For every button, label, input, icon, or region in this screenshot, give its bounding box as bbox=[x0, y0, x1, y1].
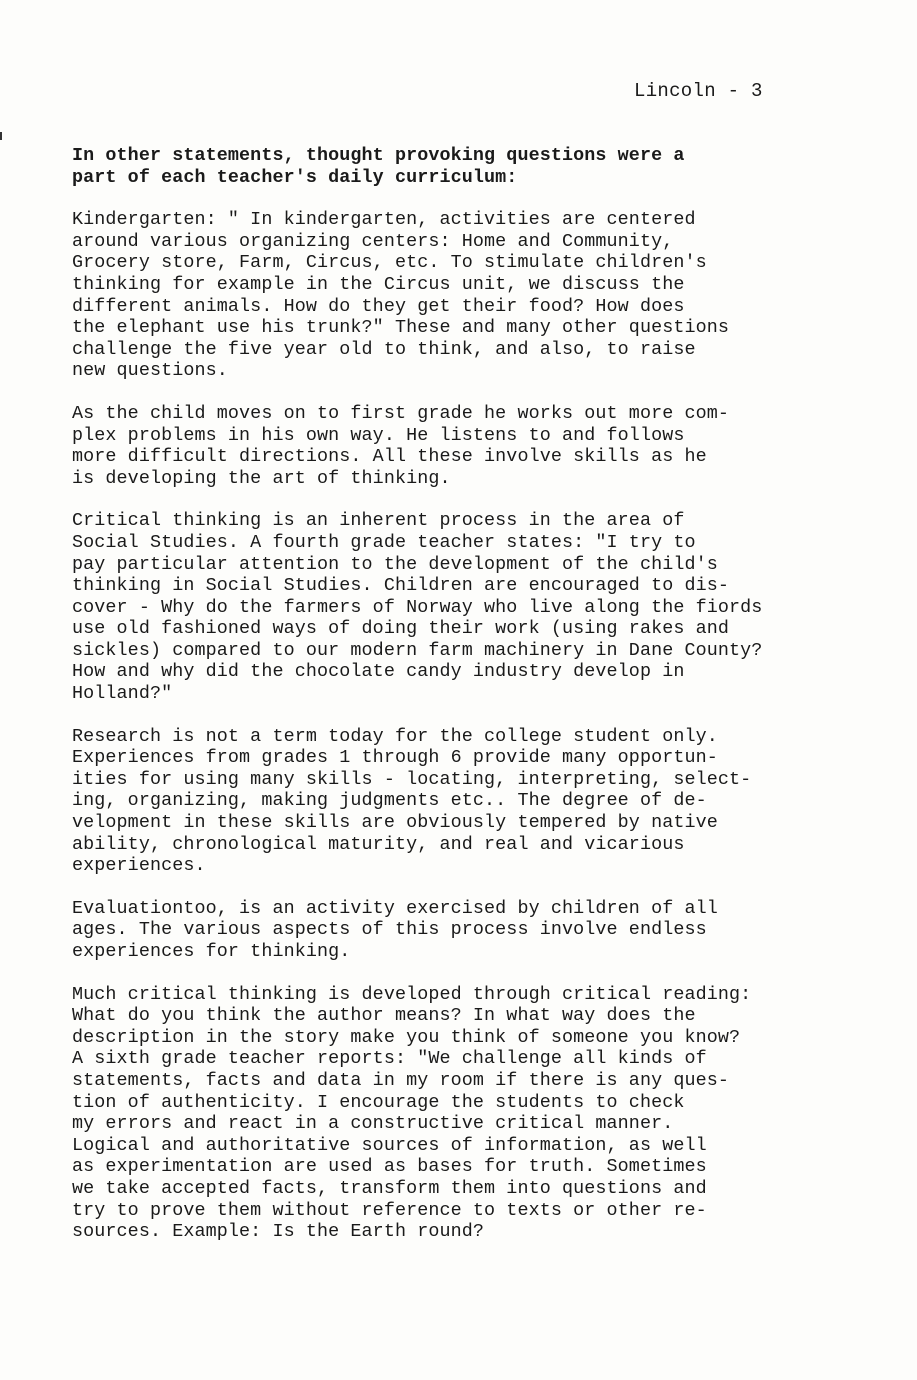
document-body bbox=[72, 145, 872, 1264]
text-line: Evaluationtoo, is an activity exercised by children of all bbox=[72, 897, 718, 919]
text-line: Critical thinking is an inherent process in the area of bbox=[72, 510, 685, 532]
text-line: thinking for example in the Circus unit, we discuss the bbox=[72, 273, 685, 295]
text-line: ing, organizing, making judgments etc.. The degree of de- bbox=[72, 790, 707, 812]
text-line: part of each teacher's daily curriculum: bbox=[72, 166, 518, 188]
paragraph bbox=[72, 984, 872, 1243]
text-line: ages. The various aspects of this process involve endless bbox=[72, 919, 707, 941]
text-line: velopment in these skills are obviously tempered by native bbox=[72, 812, 718, 834]
text-line: we take accepted facts, transform them into questions and bbox=[72, 1177, 707, 1199]
paragraph bbox=[72, 209, 872, 382]
text-line: the elephant use his trunk?" These and many other questions bbox=[72, 317, 730, 339]
text-line: How and why did the chocolate candy industry develop in bbox=[72, 661, 685, 683]
text-line: What do you think the author means? In what way does the bbox=[72, 1005, 696, 1027]
text-line: sources. Example: Is the Earth round? bbox=[72, 1221, 485, 1243]
page-header: Lincoln - 3 bbox=[634, 80, 763, 102]
text-line: more difficult directions. All these involve skills as he bbox=[72, 446, 707, 468]
text-line: cover - Why do the farmers of Norway who live along the fiords bbox=[72, 596, 763, 618]
paragraph bbox=[72, 726, 872, 877]
text-line: experiences. bbox=[72, 855, 206, 877]
text-line: description in the story make you think of someone you know? bbox=[72, 1026, 741, 1048]
text-line: is developing the art of thinking. bbox=[72, 467, 451, 489]
text-line: plex problems in his own way. He listens to and follows bbox=[72, 424, 685, 446]
text-line: my errors and react in a constructive critical manner. bbox=[72, 1113, 674, 1135]
paragraph bbox=[72, 145, 872, 188]
text-line: Much critical thinking is developed through critical reading: bbox=[72, 983, 752, 1005]
text-line: Social Studies. A fourth grade teacher states: "I try to bbox=[72, 531, 696, 553]
text-line: around various organizing centers: Home and Community, bbox=[72, 230, 674, 252]
text-line: statements, facts and data in my room if there is any ques- bbox=[72, 1069, 730, 1091]
text-line: Logical and authoritative sources of information, as well bbox=[72, 1134, 707, 1156]
paragraph bbox=[72, 403, 872, 489]
paragraph bbox=[72, 898, 872, 963]
text-line: try to prove them without reference to texts or other re- bbox=[72, 1199, 707, 1221]
text-line: different animals. How do they get their food? How does bbox=[72, 295, 685, 317]
text-line: Research is not a term today for the college student only. bbox=[72, 725, 718, 747]
text-line: use old fashioned ways of doing their work (using rakes and bbox=[72, 618, 730, 640]
text-line: tion of authenticity. I encourage the students to check bbox=[72, 1091, 685, 1113]
text-line: Kindergarten: " In kindergarten, activities are centered bbox=[72, 209, 696, 231]
text-line: Holland?" bbox=[72, 683, 173, 705]
text-line: As the child moves on to first grade he works out more com- bbox=[72, 402, 730, 424]
margin-mark bbox=[0, 132, 2, 140]
text-line: pay particular attention to the development of the child's bbox=[72, 553, 718, 575]
text-line: challenge the five year old to think, and also, to raise bbox=[72, 338, 696, 360]
text-line: ability, chronological maturity, and real and vicarious bbox=[72, 833, 685, 855]
text-line: ities for using many skills - locating, interpreting, select- bbox=[72, 768, 752, 790]
text-line: Grocery store, Farm, Circus, etc. To stimulate children's bbox=[72, 252, 707, 274]
text-line: sickles) compared to our modern farm machinery in Dane County? bbox=[72, 639, 763, 661]
paragraph bbox=[72, 510, 872, 704]
text-line: In other statements, thought provoking questions were a bbox=[72, 145, 685, 166]
text-line: Experiences from grades 1 through 6 provide many opportun- bbox=[72, 747, 718, 769]
text-line: thinking in Social Studies. Children are encouraged to dis- bbox=[72, 575, 730, 597]
text-line: new questions. bbox=[72, 360, 228, 382]
text-line: A sixth grade teacher reports: "We challenge all kinds of bbox=[72, 1048, 707, 1070]
text-line: as experimentation are used as bases for truth. Sometimes bbox=[72, 1156, 707, 1178]
text-line: experiences for thinking. bbox=[72, 941, 351, 962]
